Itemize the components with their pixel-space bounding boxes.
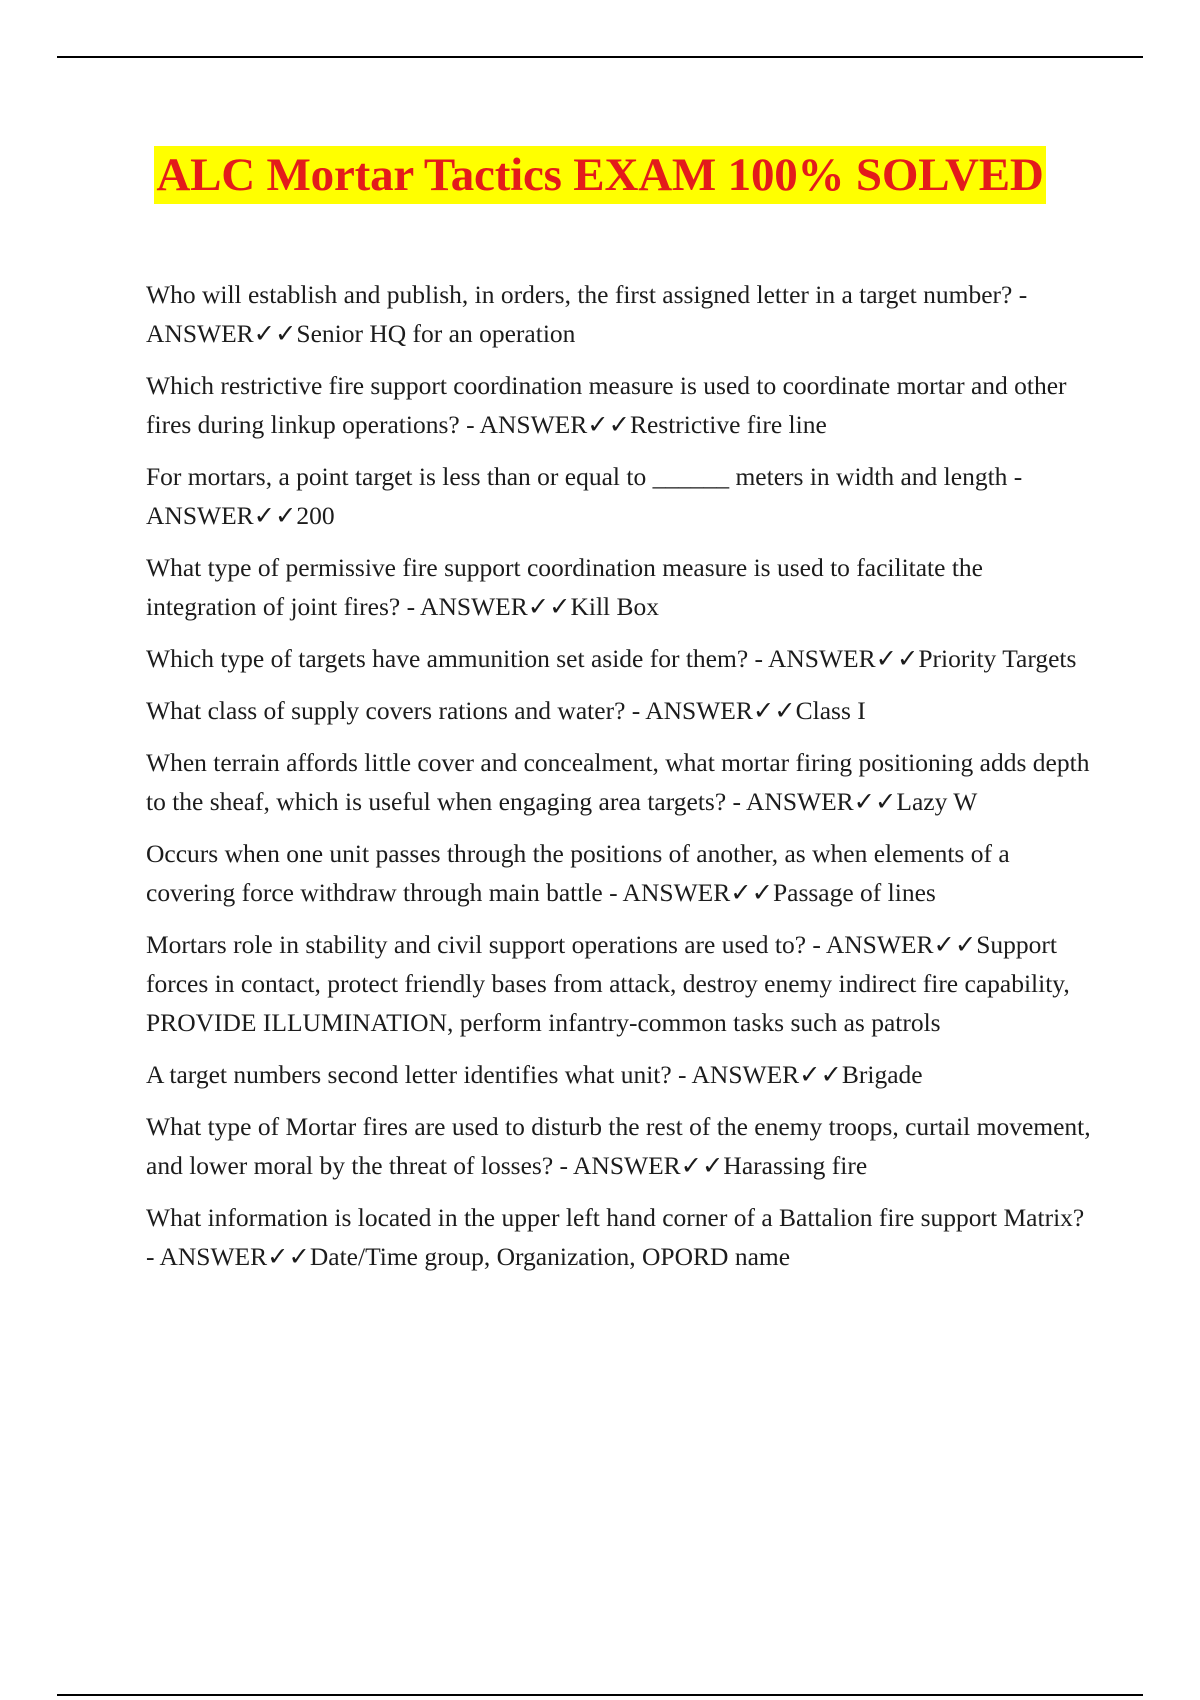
question-answer-list — [146, 275, 1096, 1289]
qa-item-2: Which restrictive fire support coordination measure is used to coordinate mortar and other fires during linkup operations? - ANSWER✓✓Restrictive fire line — [146, 371, 1067, 439]
qa-item-9: Mortars role in stability and civil support operations are used to? - ANSWER✓✓Support forces in contact, protect friendly bases from attack, destroy enemy indirect fire capability, PROVIDE ILLUMINATION, perform infantry-common tasks such as patrols — [146, 930, 1070, 1037]
qa-item-7: When terrain affords little cover and concealment, what mortar firing positioning adds depth to the sheaf, which is useful when engaging area targets? - ANSWER✓✓Lazy W — [146, 748, 1090, 816]
bottom-rule — [57, 1694, 1143, 1696]
qa-item-4: What type of permissive fire support coordination measure is used to facilitate the integration of joint fires? - ANSWER✓✓Kill Box — [146, 553, 983, 621]
top-rule — [57, 56, 1143, 58]
qa-item-6: What class of supply covers rations and water? - ANSWER✓✓Class I — [146, 696, 866, 725]
qa-item-1: Who will establish and publish, in orders, the first assigned letter in a target number? - ANSWER✓✓Senior HQ for an operation — [146, 280, 1028, 348]
qa-item-8: Occurs when one unit passes through the positions of another, as when elements of a covering force withdraw through main battle - ANSWER✓✓Passage of lines — [146, 839, 1010, 907]
qa-item-12: What information is located in the upper left hand corner of a Battalion fire support Matrix? - ANSWER✓✓Date/Time group, Organization, OPORD name — [146, 1203, 1085, 1271]
qa-item-11: What type of Mortar fires are used to disturb the rest of the enemy troops, curtail movement, and lower moral by the threat of losses? - ANSWER✓✓Harassing fire — [146, 1112, 1091, 1180]
qa-item-10: A target numbers second letter identifies what unit? - ANSWER✓✓Brigade — [146, 1060, 923, 1089]
document-title: ALC Mortar Tactics EXAM 100% SOLVED — [154, 146, 1045, 204]
qa-item-3: For mortars, a point target is less than or equal to ______ meters in width and length - ANSWER✓✓200 — [146, 462, 1023, 530]
qa-item-5: Which type of targets have ammunition set aside for them? - ANSWER✓✓Priority Targets — [146, 644, 1077, 673]
title-block — [0, 146, 1200, 204]
